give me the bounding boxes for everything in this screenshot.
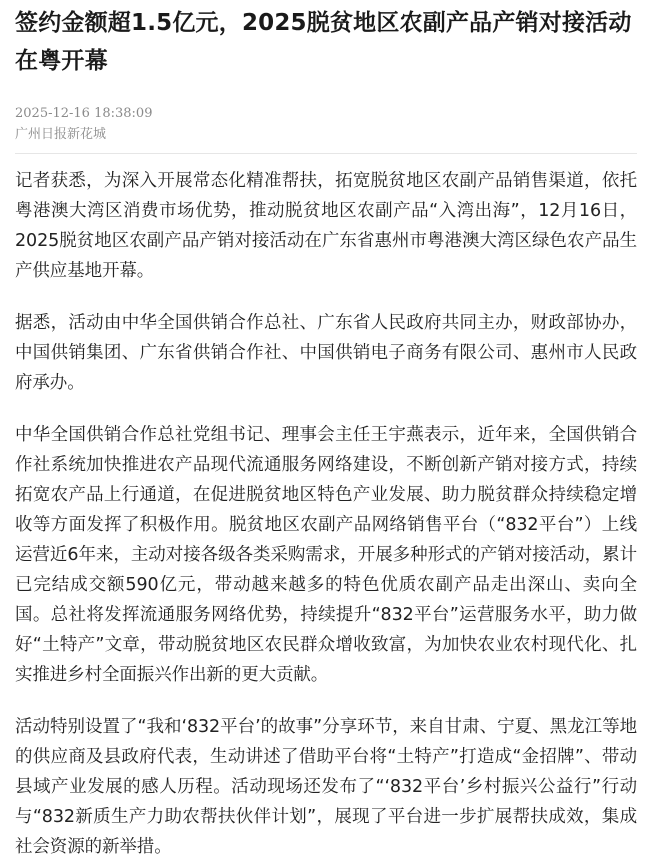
article-title: 签约金额超1.5亿元，2025脱贫地区农副产品产销对接活动在粤开幕 <box>15 10 632 74</box>
article-paragraph: 记者获悉，为深入开展常态化精准帮扶，拓宽脱贫地区农副产品销售渠道，依托粤港澳大湾区消费市场优势，推动脱贫地区农副产品“入湾出海”，12月16日，2025脱贫地区农副产品产销对接活动在广东省惠州市粤港澳大湾区绿色农产品生产供应基地开幕。 <box>15 171 637 281</box>
article-paragraph: 中华全国供销合作总社党组书记、理事会主任王宇燕表示，近年来，全国供销合作社系统加快推进农产品现代流通服务网络建设，不断创新产销对接方式，持续拓宽农产品上行通道，在促进脱贫地区特色产业发展、助力脱贫群众持续稳定增收等方面发挥了积极作用。脱贫地区农副产品网络销售平台（“832平台”）上线运营近6年来，主动对接各级各类采购需求，开展多种形式的产销对接活动，累计已完结成交额590亿元，带动越来越多的特色优质农副产品走出深山、卖向全国。总社将发挥流通服务网络优势，持续提升“832平台”运营服务水平，助力做好“土特产”文章，带动脱贫地区农民群众增收致富，为加快农业农村现代化、扎实推进乡村全面振兴作出新的更大贡献。 <box>15 425 637 685</box>
article-body <box>15 166 637 862</box>
article-paragraph: 据悉，活动由中华全国供销合作总社、广东省人民政府共同主办，财政部协办，中国供销集团、广东省供销合作社、中国供销电子商务有限公司、惠州市人民政府承办。 <box>15 313 637 393</box>
article-meta <box>15 104 637 146</box>
article-paragraph: 活动特别设置了“我和‘832平台’的故事”分享环节，来自甘肃、宁夏、黑龙江等地的供应商及县政府代表，生动讲述了借助平台将“土特产”打造成“金招牌”、带动县域产业发展的感人历程。活动现场还发布了“‘832平台’乡村振兴公益行”行动与“832新质生产力助农帮扶伙伴计划”，展现了平台进一步扩展帮扶成效，集成社会资源的新举措。 <box>15 717 637 857</box>
meta-divider <box>15 153 637 154</box>
article-source[interactable]: 广州日报新花城 <box>15 127 107 142</box>
publish-time: 2025-12-16 18:38:09 <box>15 106 153 121</box>
